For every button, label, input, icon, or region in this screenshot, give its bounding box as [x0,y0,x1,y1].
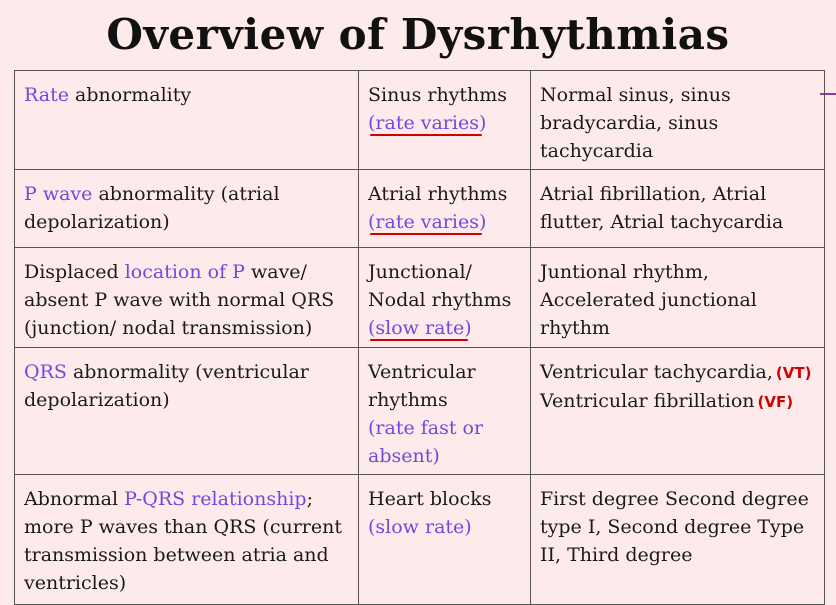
rhythm-cell [359,475,531,605]
rhythm-cell [359,170,531,248]
abnormality-cell [15,348,359,475]
handwritten-annotation: (VT) [775,364,812,382]
examples-cell: Atrial fibrillation, Atrial flutter, Atrial tachycardia [531,170,825,248]
rate-note: (rate fast or absent) [368,417,484,467]
page-title: Overview of Dysrhythmias [106,10,730,59]
examples-cell: First degree Second degree type I, Second degree Type II, Third degree [531,475,825,605]
rhythm-cell [359,71,531,170]
rhythm-cell [359,248,531,348]
example-line: Ventricular fibrillation [540,390,755,412]
abnormality-text: wave/ absent P wave with normal QRS (junction/ nodal transmission) [24,261,335,339]
table-row [15,348,825,475]
handwritten-annotation: (VF) [757,393,794,411]
rate-note: (rate varies) [368,208,486,236]
abnormality-cell [15,475,359,605]
rhythm-name: Ventricular rhythms [368,361,476,411]
table-row [15,475,825,605]
dysrhythmia-table [14,70,825,605]
abnormality-text: abnormality [68,84,192,106]
examples-cell: Normal sinus, sinus bradycardia, sinus tachycardia [531,71,825,170]
rhythm-name: Sinus rhythms [368,84,508,106]
rate-note: (slow rate) [368,314,472,342]
table-row [15,170,825,248]
rhythm-name: Junctional/ Nodal rhythms [368,261,512,311]
highlight-term: P wave [24,183,93,205]
abnormality-text: abnormality (ventricular depolarization) [24,361,309,411]
highlight-term: Rate [24,84,69,106]
example-line: Ventricular tachycardia, [540,361,773,383]
examples-cell [531,348,825,475]
rate-note: (slow rate) [368,516,472,538]
abnormality-prefix: Abnormal [24,488,125,510]
highlight-term: QRS [24,361,67,383]
examples-cell: Juntional rhythm, Accelerated junctional rhythm [531,248,825,348]
abnormality-text: ; more P waves than QRS (current transmission between atria and ventricles) [24,488,342,594]
highlight-term: P-QRS relationship [124,488,307,510]
highlight-term: location of P [124,261,245,283]
rate-note: (rate varies) [368,109,486,137]
abnormality-prefix: Displaced [24,261,125,283]
abnormality-cell [15,71,359,170]
rhythm-name: Atrial rhythms [368,183,508,205]
table-row [15,248,825,348]
abnormality-cell [15,248,359,348]
table-row [15,71,825,170]
rhythm-cell [359,348,531,475]
abnormality-cell [15,170,359,248]
abnormality-text: abnormality (atrial depolarization) [24,183,280,233]
rhythm-name: Heart blocks [368,488,492,510]
